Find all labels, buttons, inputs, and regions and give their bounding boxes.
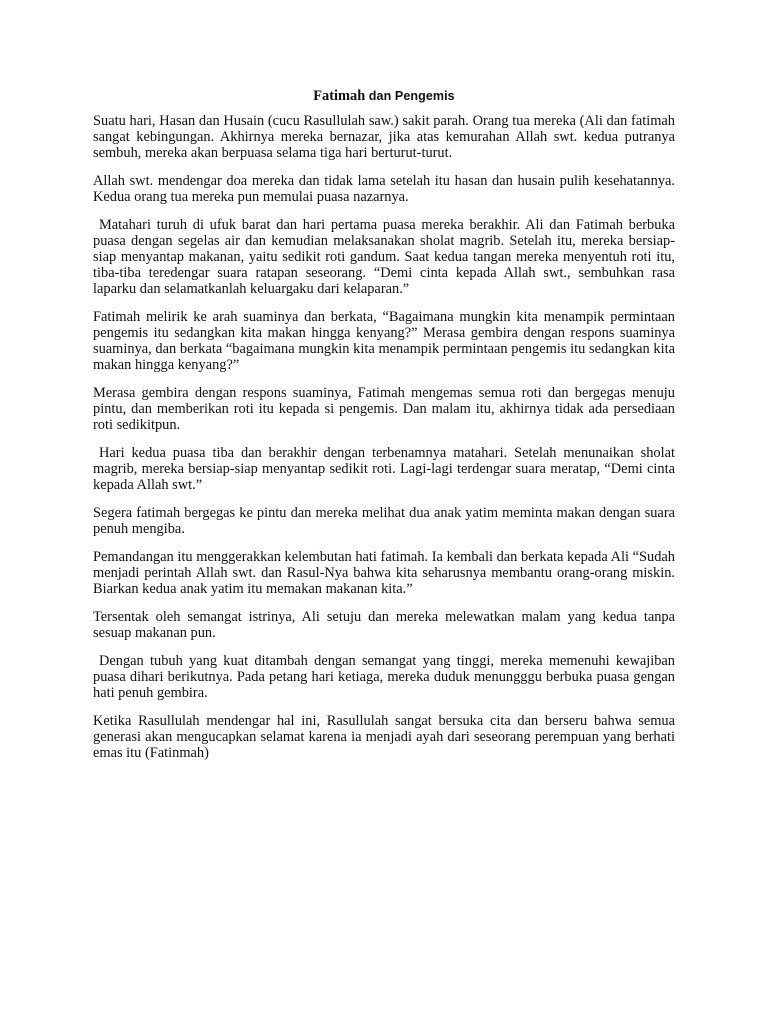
paragraph-11: Ketika Rasullulah mendengar hal ini, Rasullulah sangat bersuka cita dan berseru bahwa semua generasi akan mengucapkan selamat karena ia menjadi ayah dari seseorang perempuan yang berhati emas itu (Fatinmah) [93, 713, 675, 761]
paragraph-4: Fatimah melirik ke arah suaminya dan berkata, “Bagaimana mungkin kita menampik permintaan pengemis itu sedangkan kita makan hingga kenyang?” Merasa gembira dengan respons suaminya suaminya, dan berkata “bagaimana mungkin kita menampik permintaan pengemis itu sedangkan kita makan hingga kenyang?” [93, 309, 675, 373]
document-title [93, 88, 675, 104]
paragraph-3: Matahari turuh di ufuk barat dan hari pertama puasa mereka berakhir. Ali dan Fatimah berbuka puasa dengan segelas air dan kemudian melaksanakan sholat magrib. Setelah itu, mereka bersiap-siap menyantap makanan, yaitu sedikit roti gandum. Saat kedua tangan mereka menyentuh roti itu, tiba-tiba teredengar suara ratapan seseorang. “Demi cinta kepada Allah swt., sembuhkan rasa laparku dan selamatkanlah keluargaku dari kelaparan.” [93, 217, 675, 297]
paragraph-6: Hari kedua puasa tiba dan berakhir dengan terbenamnya matahari. Setelah menunaikan sholat magrib, mereka bersiap-siap menyantap sedikit roti. Lagi-lagi terdengar suara meratap, “Demi cinta kepada Allah swt.” [93, 445, 675, 493]
paragraph-10: Dengan tubuh yang kuat ditambah dengan semangat yang tinggi, mereka memenuhi kewajiban puasa dihari berikutnya. Pada petang hari ketiaga, mereka duduk menungggu berbuka puasa gengan hati penuh gembira. [93, 653, 675, 701]
title-rest: dan Pengemis [365, 89, 455, 103]
paragraph-7: Segera fatimah bergegas ke pintu dan mereka melihat dua anak yatim meminta makan dengan suara penuh mengiba. [93, 505, 675, 537]
paragraph-8: Pemandangan itu menggerakkan kelembutan hati fatimah. Ia kembali dan berkata kepada Ali “Sudah menjadi perintah Allah swt. dan Rasul-Nya bahwa kita seharusnya membantu orang-orang miskin. Biarkan kedua anak yatim itu memakan makanan kita.” [93, 549, 675, 597]
paragraph-1: Suatu hari, Hasan dan Husain (cucu Rasullulah saw.) sakit parah. Orang tua mereka (Ali dan fatimah sangat kebingungan. Akhirnya mereka bernazar, jika atas kemurahan Allah swt. kedua putranya sembuh, mereka akan berpuasa selama tiga hari berturut-turut. [93, 113, 675, 161]
paragraph-2: Allah swt. mendengar doa mereka dan tidak lama setelah itu hasan dan husain pulih kesehatannya. Kedua orang tua mereka pun memulai puasa nazarnya. [93, 173, 675, 205]
paragraph-9: Tersentak oleh semangat istrinya, Ali setuju dan mereka melewatkan malam yang kedua tanpa sesuap makanan pun. [93, 609, 675, 641]
paragraph-5: Merasa gembira dengan respons suaminya, Fatimah mengemas semua roti dan bergegas menuju pintu, dan memberikan roti itu kepada si pengemis. Dan malam itu, akhirnya tidak ada persediaan roti sedikitpun. [93, 385, 675, 433]
title-main: Fatimah [313, 88, 366, 104]
document-body [93, 88, 675, 773]
